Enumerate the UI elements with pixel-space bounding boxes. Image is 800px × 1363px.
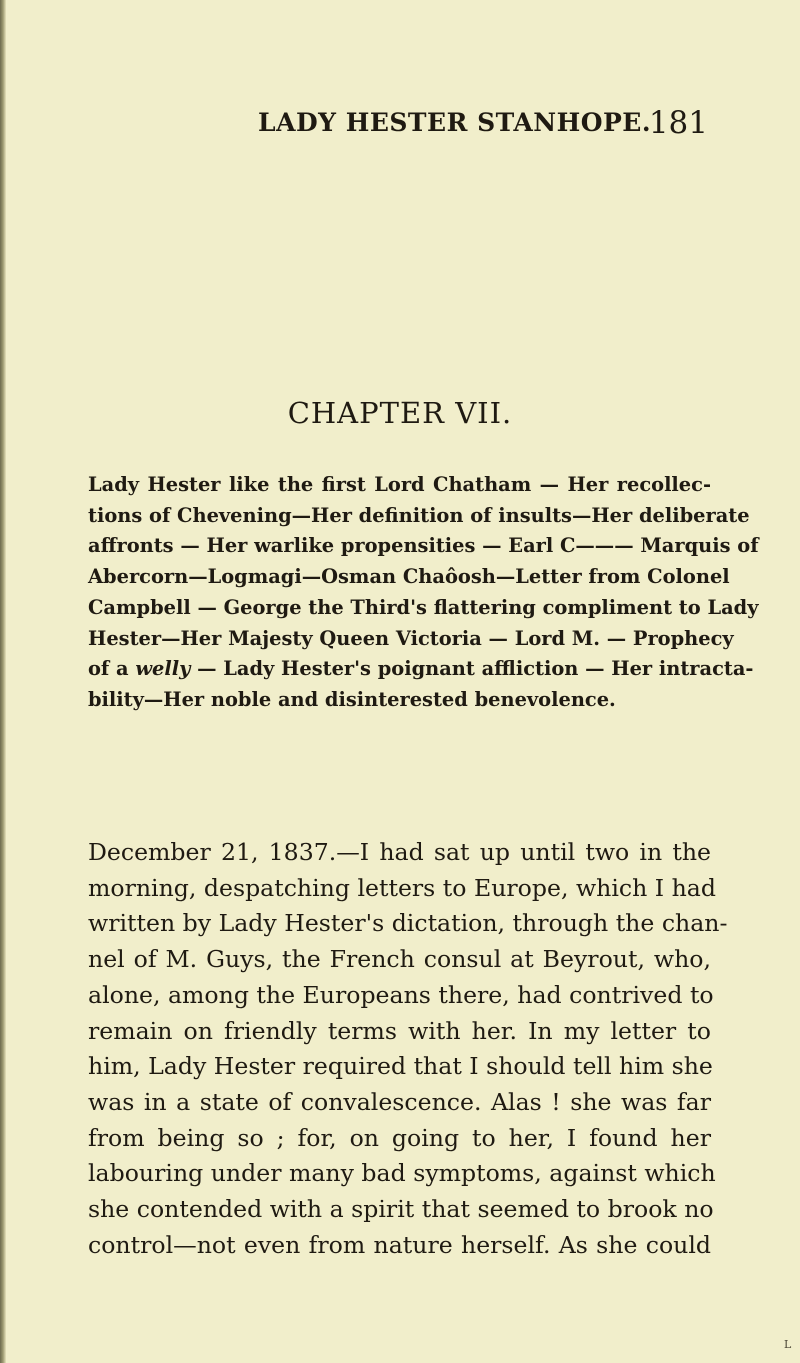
synopsis-line: Campbell — George the Third's flattering compliment to Lady <box>88 595 759 619</box>
body-line: labouring under many bad symptoms, against which <box>88 1159 716 1188</box>
body-line: December 21, 1837.—I had sat up until two in the <box>88 838 711 866</box>
body-line: remain on friendly terms with her. In my letter to <box>88 1016 711 1045</box>
running-header <box>258 105 708 148</box>
body-line: written by Lady Hester's dictation, through the chan- <box>88 909 728 938</box>
running-title: LADY HESTER STANHOPE. <box>258 108 652 137</box>
body-line: him, Lady Hester required that I should tell him she <box>88 1052 713 1081</box>
page-number: 181 <box>648 105 708 141</box>
synopsis-line: bility—Her noble and disinterested benevolence. <box>88 687 616 711</box>
italic-word: welly <box>135 657 191 681</box>
body-line: was in a state of convalescence. Alas ! she was far <box>88 1087 711 1116</box>
synopsis-line: Abercorn—Logmagi—Osman Chaôosh—Letter from Colonel <box>88 565 730 589</box>
page-gutter-shadow <box>0 0 6 1363</box>
chapter-synopsis <box>88 470 759 716</box>
chapter-title: CHAPTER VII. <box>287 396 513 430</box>
synopsis-line: Hester—Her Majesty Queen Victoria — Lord M. — Prophecy <box>88 626 734 650</box>
body-line: from being so ; for, on going to her, I found her <box>88 1123 711 1152</box>
body-line: control—not even from nature herself. As she could <box>88 1230 711 1259</box>
body-line: she contended with a spirit that seemed to brook no <box>88 1195 714 1224</box>
synopsis-line: affronts — Her warlike propensities — Earl C——— Marquis of <box>88 534 759 558</box>
synopsis-line: tions of Chevening—Her definition of insults—Her deliberate <box>88 503 750 527</box>
synopsis-line: Lady Hester like the first Lord Chatham — Her recollec- <box>88 473 711 496</box>
synopsis-line: of a welly — Lady Hester's poignant affliction — Her intracta- <box>88 657 754 681</box>
body-paragraph <box>88 835 728 1263</box>
body-line: alone, among the Europeans there, had contrived to <box>88 980 714 1009</box>
body-line: nel of M. Guys, the French consul at Beyrout, who, <box>88 945 711 974</box>
margin-mark: L <box>784 1338 792 1351</box>
body-line: morning, despatching letters to Europe, which I had <box>88 873 716 902</box>
